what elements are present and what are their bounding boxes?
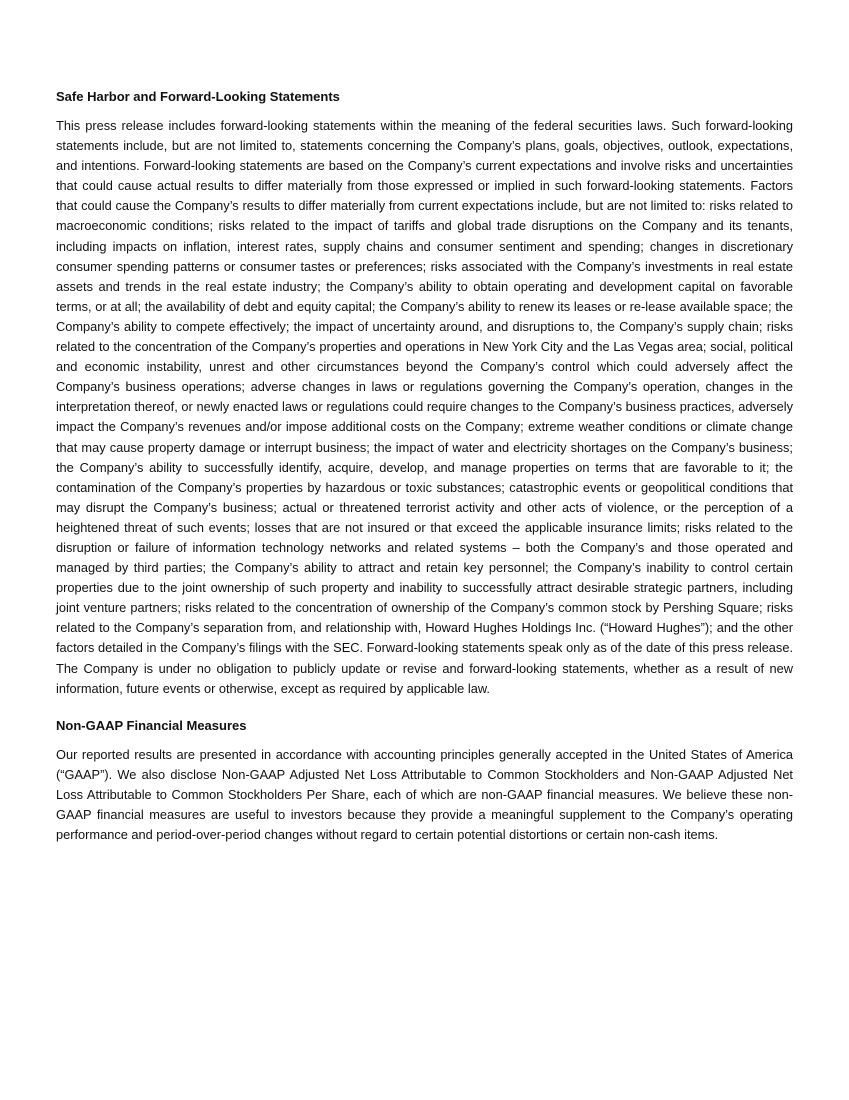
document-page: [56, 88, 793, 845]
safe-harbor-section: [56, 88, 793, 699]
non-gaap-paragraph: Our reported results are presented in accordance with accounting principles generally accepted in the United States of America (“GAAP”). We also disclose Non-GAAP Adjusted Net Loss Attributable to Common Stockholders and Non-GAAP Adjusted Net Loss Attributable to Common Stockholders Per Share, each of which are non-GAAP financial measures. We believe these non-GAAP financial measures are useful to investors because they provide a meaningful supplement to the Company’s operating performance and period-over-period changes without regard to certain potential distortions or certain non-cash items.: [56, 746, 793, 843]
non-gaap-section: [56, 717, 793, 845]
safe-harbor-paragraph: This press release includes forward-looking statements within the meaning of the federal securities laws. Such forward-looking statements include, but are not limited to, statements concerning the Company’s plans, goals, objectives, outlook, expectations, and intentions. Forward-looking statements are based on the Company’s current expectations and involve risks and uncertainties that could cause actual results to differ materially from those expressed or implied in such forward-looking statements. Factors that could cause the Company’s results to differ materially from current expectations include, but are not limited to: risks related to macroeconomic conditions; risks related to the impact of tariffs and global trade disruptions on the Company and its tenants, including impacts on inflation, interest rates, supply chains and consumer sentiment and spending; changes in discretionary consumer spending patterns or consumer tastes or preferences; risks associated with the Company’s investments in real estate assets and trends in the real estate industry; the Company’s ability to obtain operating and development capital on favorable terms, or at all; the availability of debt and equity capital; the Company’s ability to renew its leases or re-lease available space; the Company’s ability to compete effectively; the impact of uncertainty around, and disruptions to, the Company’s supply chain; risks related to the concentration of the Company’s properties and operations in New York City and the Las Vegas area; social, political and economic instability, unrest and other circumstances beyond the Company’s control which could adversely affect the Company’s business operations; adverse changes in laws or regulations governing the Company’s operation, changes in the interpretation thereof, or newly enacted laws or regulations could require changes to the Company’s business practices, adversely impact the Company’s revenues and/or impose additional costs on the Company; extreme weather conditions or climate change that may cause property damage or interrupt business; the impact of water and electricity shortages on the Company’s business; the Company’s ability to successfully identify, acquire, develop, and manage properties on terms that are favorable to it; the contamination of the Company’s properties by hazardous or toxic substances; catastrophic events or geopolitical conditions that may disrupt the Company’s business; actual or threatened terrorist activity and other acts of violence, or the perception of a heightened threat of such events; losses that are not insured or that exceed the applicable insurance limits; risks related to the disruption or failure of information technology networks and related systems – both the Company’s and those operated and managed by third parties; the Company’s ability to attract and retain key personnel; the Company’s inability to control certain properties due to the joint ownership of such property and inability to successfully attract desirable strategic partners, including joint venture partners; risks related to the concentration of ownership of the Company’s common stock by Pershing Square; risks related to the Company’s separation from, and relationship with, Howard Hughes Holdings Inc. (“Howard Hughes”); and the other factors detailed in the Company’s filings with the SEC. Forward-looking statements speak only as of the date of this press release. The Company is under no obligation to publicly update or revise and forward-looking statements, whether as a result of new information, future events or otherwise, except as required by applicable law.: [56, 118, 793, 696]
non-gaap-heading: Non-GAAP Financial Measures: [56, 717, 247, 733]
safe-harbor-heading: Safe Harbor and Forward-Looking Statements: [56, 89, 340, 104]
